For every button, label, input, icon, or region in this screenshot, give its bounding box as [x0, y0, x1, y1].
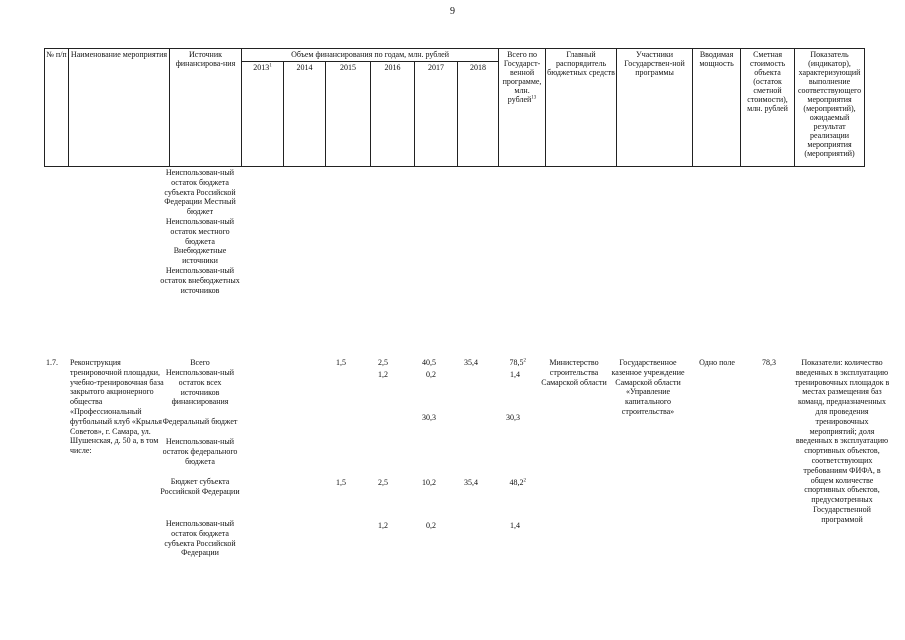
value-regional-sum: 48,2$^2$ — [509, 478, 526, 487]
header-year-2017: 2017 — [415, 61, 458, 166]
carry-sources: Неиспользован-ный остаток бюджета субъекта Российской Федерации Местный бюджет Неиспользован-ный остаток местного бюджета Внебюджетные источники Неиспользован-ный остаток внебюджетных источников — [160, 168, 240, 295]
header-volume: Объем финансирования по годам, млн. рублей — [242, 49, 499, 62]
value-unused-all-2017: 0,2 — [426, 370, 436, 379]
header-indicator: Показатель (индикатор), характеризующий выполнение соответствующего мероприятия (мероприятий), ожидаемый результат реализации мероприятия (мероприятий) — [795, 49, 865, 167]
value-total-2017: 40,5 — [422, 358, 436, 367]
row-participants: Государственное казенное учреждение Самарской области «Управление капитального строительства» — [611, 358, 685, 416]
value-regional-2018: 35,4 — [464, 478, 478, 487]
value-regional-2016: 2,5 — [378, 478, 388, 487]
value-total-2015: 1,5 — [336, 358, 346, 367]
source-regional: Бюджет субъекта Российской Федерации — [160, 477, 240, 496]
value-federal-2017: 30,3 — [422, 413, 436, 422]
value-federal-sum: 30,3 — [506, 413, 520, 422]
source-unused-regional: Неиспользован-ный остаток бюджета субъекта Российской Федерации — [164, 519, 236, 558]
source-unused-all: Неиспользован-ный остаток всех источников финансирования — [165, 368, 235, 407]
header-cost: Сметная стоимость объекта (остаток сметной стоимости), млн. рублей — [741, 49, 795, 167]
value-unused-regional-2016: 1,2 — [378, 521, 388, 530]
header-manager: Главный распорядитель бюджетных средств — [546, 49, 617, 167]
source-federal: Федеральный бюджет — [162, 417, 238, 426]
value-regional-2015: 1,5 — [336, 478, 346, 487]
header-year-2014: 2014 — [284, 61, 326, 166]
row-indicator: Показатели: количество введенных в эксплуатацию тренировочных площадок в местах размещения баз команд, предназначенных для проведения тренировочных мероприятий; доля введенных в эксплуатацию спортивных объектов, соответствующих требованиям ФИФА, в общем количестве спортивных объектов, предусмотренных Государственной программой — [794, 358, 890, 524]
value-regional-2017: 10,2 — [422, 478, 436, 487]
value-total-2018: 35,4 — [464, 358, 478, 367]
row-cost: 78,3 — [762, 358, 776, 367]
value-unused-all-2016: 1,2 — [378, 370, 388, 379]
value-total-2016: 2,5 — [378, 358, 388, 367]
header-table — [44, 48, 865, 167]
header-total: Всего по Государст-венной программе, млн. рублей$^{13}$ — [499, 49, 546, 167]
row-number: 1.7. — [46, 358, 58, 367]
header-capacity: Вводимая мощность — [693, 49, 741, 167]
row-capacity: Одно поле — [699, 358, 735, 367]
value-total-sum: 78,5$^2$ — [509, 358, 526, 367]
value-unused-regional-2017: 0,2 — [426, 521, 436, 530]
source-unused-federal: Неиспользован-ный остаток федерального бюджета — [162, 437, 238, 466]
row-manager: Министерство строительства Самарской области — [541, 358, 607, 387]
source-total: Всего — [190, 358, 210, 367]
header-source: Источник финансирова-ния — [170, 49, 242, 167]
header-year-2018: 2018 — [458, 61, 499, 166]
page-number: 9 — [450, 6, 455, 17]
value-unused-all-sum: 1,4 — [510, 370, 520, 379]
header-year-2015: 2015 — [326, 61, 371, 166]
header-year-2016: 2016 — [371, 61, 415, 166]
header-num: № п/п — [45, 49, 69, 167]
row-name: Реконструкция тренировочной площадки, учебно-тренировочная база закрытого акционерного общества «Профессиональный футбольный клуб «Крылья Советов», г. Самара, ул. Шушенская, д. 50 а, в том числе: — [70, 358, 164, 456]
value-unused-regional-sum: 1,4 — [510, 521, 520, 530]
header-year-2013: 2013$^1$ — [242, 61, 284, 166]
header-name: Наименование мероприятия — [69, 49, 170, 167]
header-participants: Участники Государствен-ной программы — [617, 49, 693, 167]
